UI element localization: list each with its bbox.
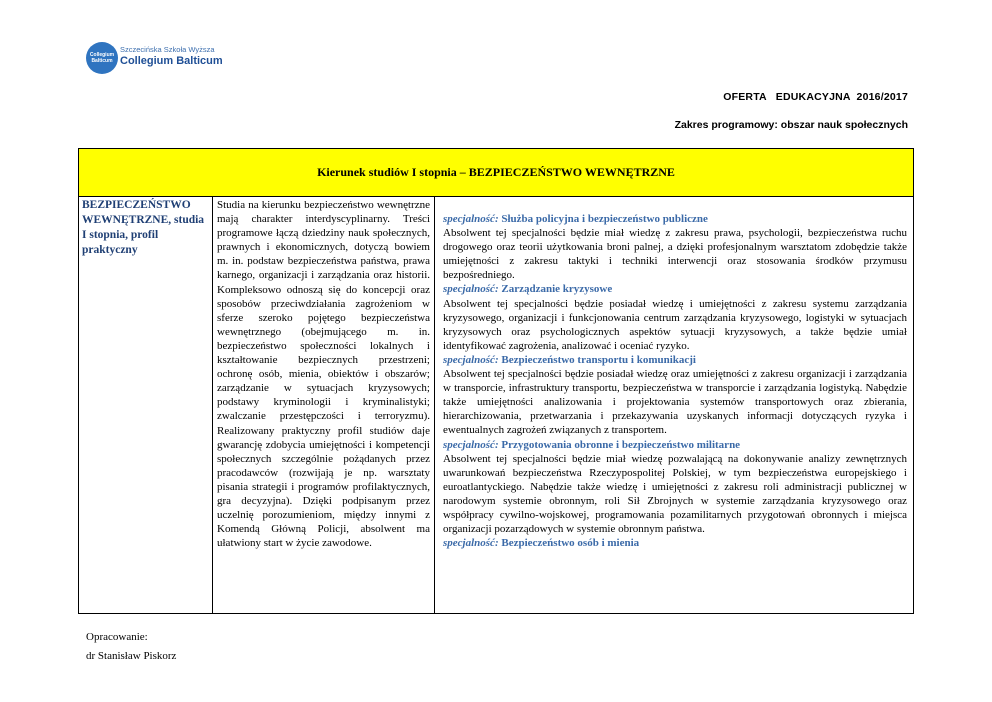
banner-title: Kierunek studiów I stopnia – BEZPIECZEŃSTWO WEWNĘTRZNE [317, 165, 675, 179]
specialization-description: Absolwent tej specjalności będzie posiadał wiedzę i umiejętności z zakresu systemu zarządzania kryzysowego, organizacji i funkcjonowania centrum zarządzania kryzysowego, logistyki w sytuacjach kryzysowych oraz psychologicznych aspektów sytuacji kryzysowych, a także będzie umiał identyfikować zagrożenia, analizować i oceniać ryzyko. [443, 297, 907, 352]
logo-title: Collegium Balticum [120, 55, 223, 67]
program-name-cell [79, 196, 213, 613]
footer-label: Opracowanie: [86, 631, 148, 643]
specialization-description: Absolwent tej specjalności będzie posiadał wiedzę oraz umiejętności z zakresu organizacji i zarządzania w transporcie, infrastruktury transportu, bezpieczeństwa w transporcie i zarządzania logistyką. Nabędzie także umiejętności analizowania i projektowania systemów transportowych oraz zbierania, hierarchizowania, przetwarzania i przekazywania uzyskanych informacji dotyczących ryzyka i ewentualnych zagrożeń związanych z transportem. [443, 368, 907, 437]
program-name: BEZPIECZEŃSTWO WEWNĘTRZNE, studia I stopnia, profil praktyczny [82, 199, 205, 256]
logo-emblem: Collegium Balticum [86, 42, 118, 74]
specialization-item [443, 282, 907, 352]
offer-heading: OFERTA EDUKACYJNA 2016/2017 [723, 91, 908, 103]
scope-heading: Zakres programowy: obszar nauk społecznych [674, 119, 908, 131]
specialization-item [443, 353, 907, 438]
logo-subtitle: Szczecińska Szkoła Wyższa [120, 45, 215, 54]
specialization-heading: specjalność: Bezpieczeństwo transportu i komunikacji [443, 353, 696, 366]
program-banner [79, 149, 913, 197]
program-description-cell [213, 196, 435, 613]
specialization-heading: specjalność: Przygotowania obronne i bezpieczeństwo militarne [443, 438, 741, 451]
footer-author: dr Stanisław Piskorz [86, 650, 177, 662]
specialization-heading: specjalność: Zarządzanie kryzysowe [443, 283, 613, 296]
footer [86, 628, 176, 666]
specialization-heading: specjalność: Bezpieczeństwo osób i mienia [443, 537, 640, 550]
specialization-description: Absolwent tej specjalności będzie miał wiedzę pozwalającą na dokonywanie analizy zewnętrznych uwarunkowań bezpieczeństwa Rzeczypospolitej Polskiej, w tym bezpieczeństwa europejskiego i euroatlantyckiego. Nabędzie także wiedzę i umiejętności z zakresu roli administracji publicznej w narodowym systemie obronnym, roli Sił Zbrojnych w systemie zarządzania kryzysowego oraz współpracy cywilno-wojskowej, programowania pozamilitarnych przygotowań obronnych i miejsca organizacji pozarządowych w systemie obronnym państwa. [443, 452, 907, 536]
college-logo [86, 42, 246, 76]
program-table [78, 148, 914, 614]
specialization-item [443, 438, 907, 537]
specializations-cell [435, 196, 913, 613]
specialization-item [443, 536, 907, 550]
specialization-heading: specjalność: Służba policyjna i bezpieczeństwo publiczne [443, 213, 708, 225]
program-description: Studia na kierunku bezpieczeństwo wewnętrzne mają charakter interdyscyplinarny. Treści programowe łączą dziedziny nauk społecznych, prawnych i ekonomicznych, dotyczą bowiem m. in. podstaw bezpieczeństwa państwa, prawa karnego, organizacji i zarządzania oraz historii. Kompleksowo odnoszą się do koncepcji oraz sposobów przeciwdziałania zagrożeniom w sferze szeroko pojętego bezpieczeństwa wewnętrznego (obejmującego m. in. bezpieczeństwo społeczności lokalnych i kształtowanie bezpiecznych przestrzeni; ochronę osób, mienia, obiektów i obszarów; zarządzanie w sytuacjach kryzysowych; podstawy kryminologii i kryminalistyki; zwalczanie przestępczości i terroryzmu). Realizowany praktyczny profil studiów daje gwarancję zdobycia umiejętności i kompetencji społecznych szczególnie pożądanych przez pracodawców (rozwijają je np. warsztaty pisania strategii i programów profilaktycznych, gra decyzyjna). Dzięki podpisanym przez uczelnię porozumieniom, między innymi z Komendą Główną Policji, absolwent ma ułatwiony start w życie zawodowe. [217, 199, 430, 550]
specialization-description: Absolwent tej specjalności będzie miał wiedzę z zakresu prawa, psychologii, bezpieczeństwa ruchu drogowego oraz teorii użytkowania broni palnej, a dzięki profesjonalnym warsztatom zdobędzie także umiejętności z zakresu taktyki i techniki interwencji oraz stosowania środków przymusu bezpośredniego. [443, 227, 907, 282]
specialization-item [443, 212, 907, 282]
